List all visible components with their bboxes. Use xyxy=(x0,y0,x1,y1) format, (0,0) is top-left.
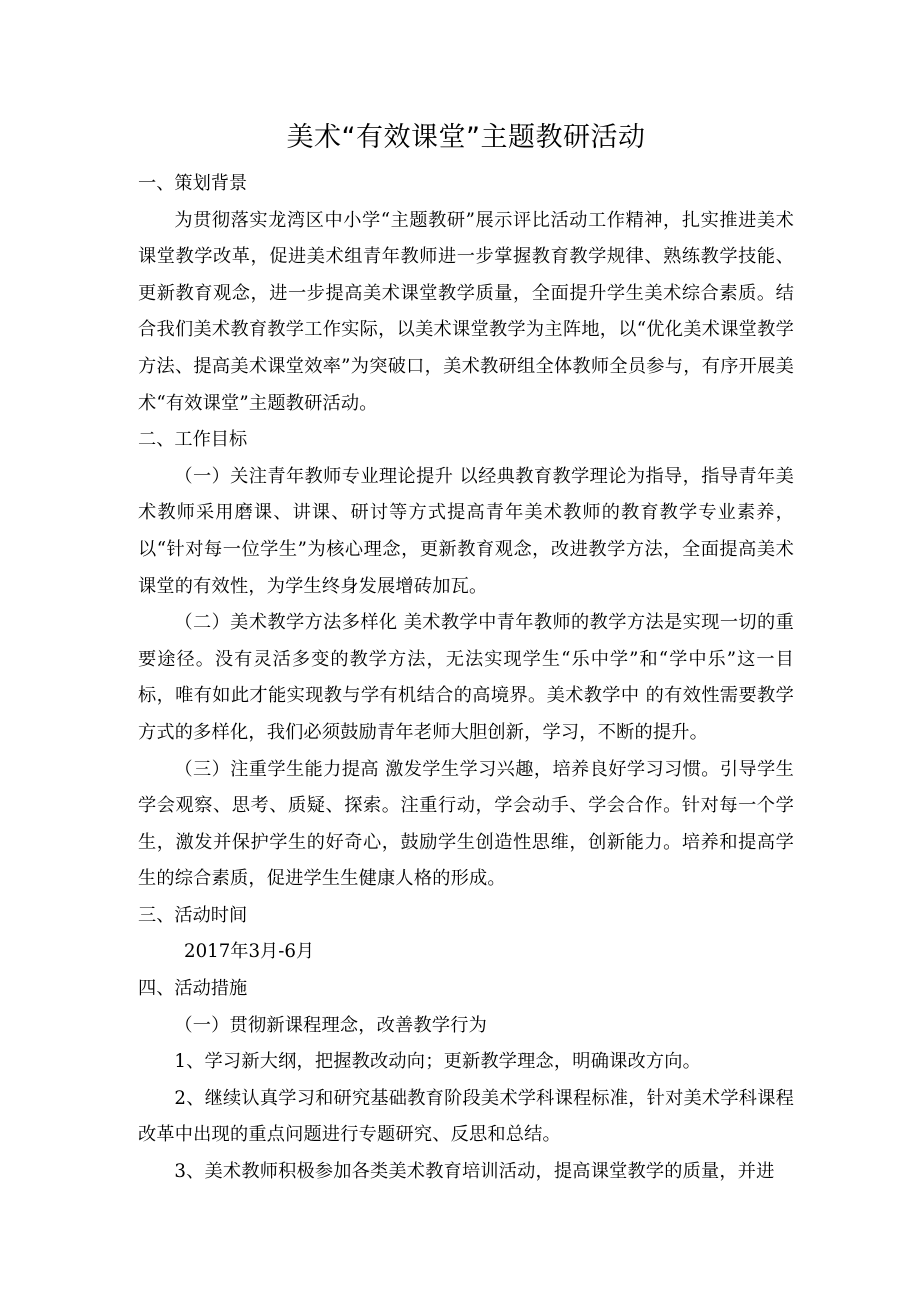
goal-paragraph-2: （二）美术教学方法多样化 美术教学中青年教师的教学方法是实现一切的重要途径。没有灵活多变的教学方法，无法实现学生“乐中学”和“学中乐”这一目标，唯有如此才能实现教与学有机结合的高境界。美术教学中 的有效性需要教学方式的多样化，我们必须鼓励青年老师大胆创新，学习，不断的提升。 xyxy=(138,612,794,743)
section-heading-time: 三、活动时间 xyxy=(138,904,248,926)
document-page xyxy=(138,112,794,1191)
measures-item-3: 3、美术教师积极参加各类美术教育培训活动，提高课堂教学的质量，并进 xyxy=(174,1161,775,1183)
measures-item-2: 2、继续认真学习和研究基础教育阶段美术学科课程标准，针对美术学科课程改革中出现的重点问题进行专题研究、反思和总结。 xyxy=(138,1087,794,1146)
section-heading-measures: 四、活动措施 xyxy=(138,978,248,1000)
goal-paragraph-3: （三）注重学生能力提高 激发学生学习兴趣，培养良好学习习惯。引导学生学会观察、思考、质疑、探索。注重行动，学会动手、学会合作。针对每一个学生，激发并保护学生的好奇心，鼓励学生创造性思维，创新能力。培养和提高学生的综合素质，促进学生生健康人格的形成。 xyxy=(138,758,794,890)
activity-time: 2017年3月-6月 xyxy=(184,941,315,963)
background-paragraph: 为贯彻落实龙湾区中小学“主题教研”展示评比活动工作精神，扎实推进美术课堂教学改革，促进美术组青年教师进一步掌握教育教学规律、熟练教学技能、更新教育观念，进一步提高美术课堂教学质量，全面提升学生美术综合素质。结合我们美术教育教学工作实际，以美术课堂教学为主阵地，以“优化美术课堂教学方法、提高美术课堂效率”为突破口，美术教研组全体教师全员参与，有序开展美术“有效课堂”主题教研活动。 xyxy=(138,209,794,414)
measures-item-1: 1、学习新大纲，把握教改动向；更新教学理念，明确课改方向。 xyxy=(174,1051,702,1073)
section-heading-background: 一、策划背景 xyxy=(138,173,248,194)
measures-subheading-1: （一）贯彻新课程理念，改善教学行为 xyxy=(174,1014,487,1036)
document-title: 美术“有效课堂”主题教研活动 xyxy=(286,122,646,153)
section-heading-goals: 二、工作目标 xyxy=(138,429,248,451)
goal-paragraph-1: （一）关注青年教师专业理论提升 以经典教育教学理论为指导，指导青年美术教师采用磨课、讲课、研讨等方式提高青年美术教师的教育教学专业素养，以“针对每一位学生”为核心理念，更新教育观念，改进教学方法，全面提高美术课堂的有效性，为学生终身发展增砖加瓦。 xyxy=(138,465,794,597)
